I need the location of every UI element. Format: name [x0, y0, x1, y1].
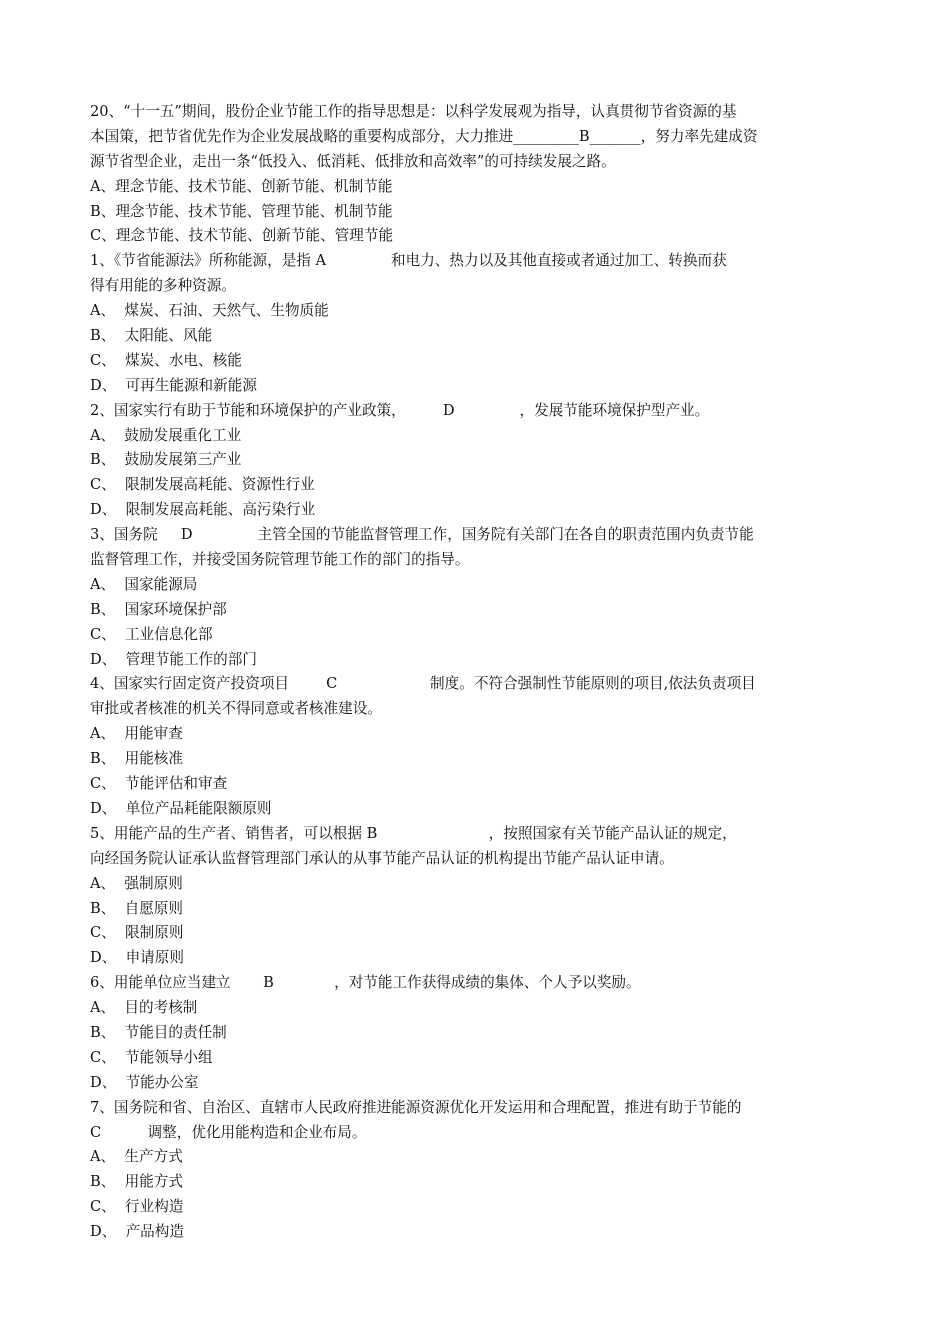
text-line: A、 用能审查 [90, 725, 183, 743]
text-line: B、 用能核准 [90, 750, 183, 768]
text-line: 1、《节省能源法》所称能源，是指 A 和电力、热力以及其他直接或者通过加工、转换而获 [90, 252, 727, 270]
text-line: 监督管理工作，并接受国务院管理节能工作的部门的指导。 [90, 551, 470, 569]
text-line: A、 目的考核制 [90, 999, 198, 1017]
text-line: 源节省型企业，走出一条“低投入、低消耗、低排放和高效率”的可持续发展之路。 [90, 152, 616, 170]
text-line: B、 鼓励发展第三产业 [90, 451, 242, 469]
text-line: B、 国家环境保护部 [90, 600, 227, 618]
text-line: 3、国务院 D 主管全国的节能监督管理工作，国务院有关部门在各自的职责范围内负责节能 [90, 526, 754, 544]
text-line: A、理念节能、技术节能、创新节能、机制节能 [90, 177, 393, 195]
text-line: D、 产品构造 [90, 1223, 184, 1241]
text-line: 审批或者核准的机关不得同意或者核准建设。 [90, 700, 382, 718]
text-line: A、 国家能源局 [90, 575, 198, 593]
text-line: D、 节能办公室 [90, 1073, 199, 1091]
text-line: C、 煤炭、水电、核能 [90, 351, 242, 369]
text-line: 2、国家实行有助于节能和环境保护的产业政策， D ，发展节能环境保护型产业。 [90, 401, 710, 419]
text-line: A、 强制原则 [90, 874, 183, 892]
text-line: C、 工业信息化部 [90, 625, 213, 643]
text-line: D、 申请原则 [90, 949, 184, 967]
text-line: C、 限制原则 [90, 924, 184, 942]
text-line: D、 管理节能工作的部门 [90, 650, 257, 668]
text-line: 本国策，把节省优先作为企业发展战略的重要构成部分，大力推进_________B_______，努力率先建成资 [90, 127, 758, 145]
text-line: C、 节能评估和审查 [90, 775, 228, 793]
text-line: 向经国务院认证承认监督管理部门承认的从事节能产品认证的机构提出节能产品认证申请。 [90, 849, 674, 867]
text-line: 得有用能的多种资源。 [90, 277, 236, 295]
text-line: B、 节能目的责任制 [90, 1023, 227, 1041]
text-line: C、 节能领导小组 [90, 1048, 213, 1066]
text-line: 5、用能产品的生产者、销售者，可以根据 B ，按照国家有关节能产品认证的规定， [90, 824, 737, 842]
text-line: D、 单位产品耗能限额原则 [90, 799, 272, 817]
question-text-block [90, 100, 860, 1245]
text-line: C、 限制发展高耗能、资源性行业 [90, 476, 315, 494]
text-line: 20、“十一五”期间，股份企业节能工作的指导思想是：以科学发展观为指导，认真贯彻节省资源的基 [90, 103, 737, 120]
text-line: C、 行业构造 [90, 1198, 184, 1216]
text-line: B、 自愿原则 [90, 899, 183, 917]
text-line: 7、国务院和省、自治区、直辖市人民政府推进能源资源优化开发运用和合理配置，推进有助于节能的 [90, 1098, 742, 1116]
text-line: B、理念节能、技术节能、管理节能、机制节能 [90, 202, 393, 220]
text-line: A、 生产方式 [90, 1148, 183, 1166]
text-line: 4、国家实行固定资产投资项目 C 制度。不符合强制性节能原则的项目,依法负责项目 [90, 675, 756, 693]
text-line: A、 煤炭、石油、天然气、生物质能 [90, 302, 329, 320]
text-line: B、 太阳能、风能 [90, 327, 213, 345]
text-line: C、理念节能、技术节能、创新节能、管理节能 [90, 227, 394, 245]
text-line: D、 限制发展高耗能、高污染行业 [90, 501, 316, 519]
text-line: A、 鼓励发展重化工业 [90, 426, 242, 444]
text-line: 6、用能单位应当建立 B ，对节能工作获得成绩的集体、个人予以奖励。 [90, 974, 641, 992]
text-line: D、 可再生能源和新能源 [90, 376, 257, 394]
text-line: C 调整，优化用能构造和企业布局。 [90, 1123, 367, 1141]
text-line: B、 用能方式 [90, 1173, 183, 1191]
